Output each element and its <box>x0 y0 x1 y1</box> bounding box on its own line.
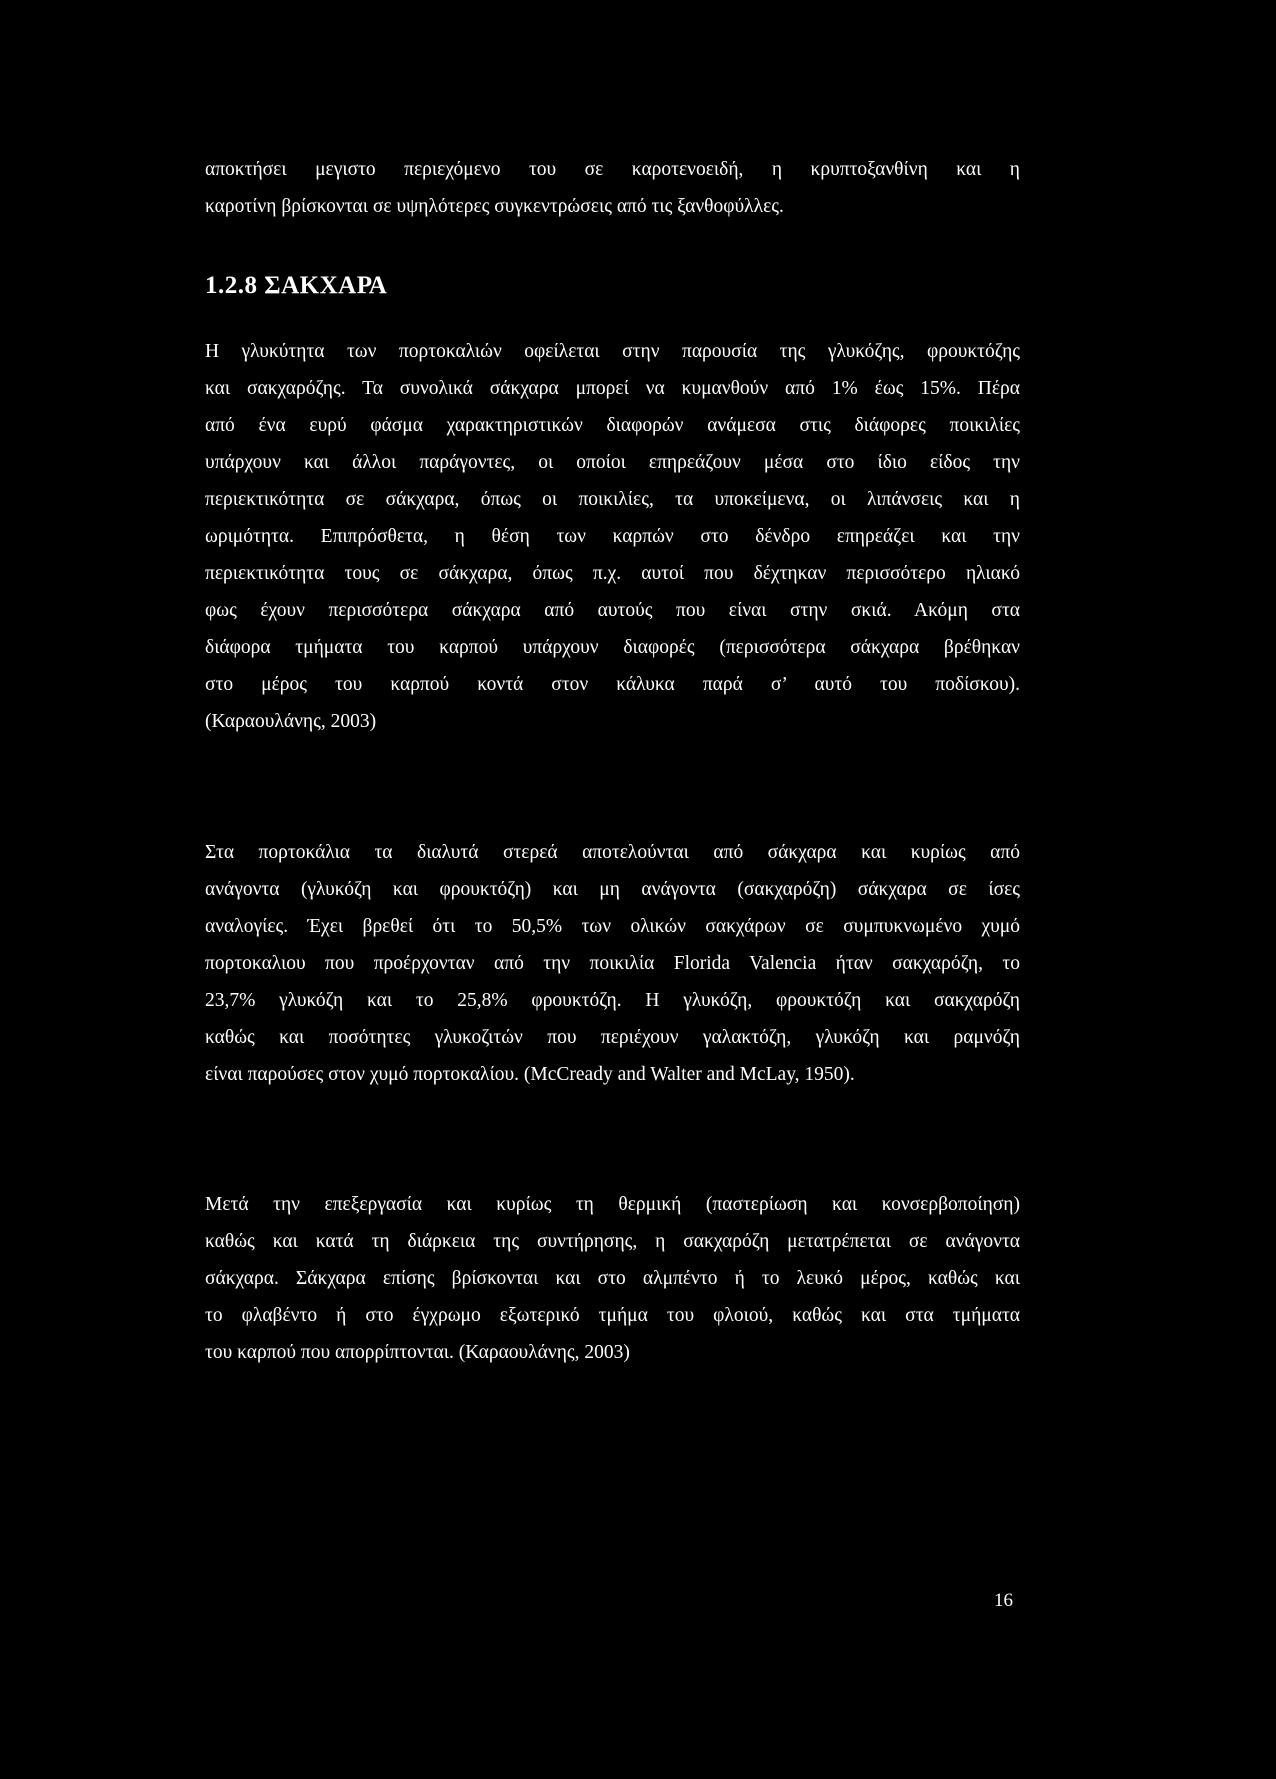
text-line: σάκχαρα. Σάκχαρα επίσης βρίσκονται και στο αλμπέντο ή το λευκό μέρος, καθώς και <box>205 1268 1020 1289</box>
text-line: διάφορα τμήματα του καρπού υπάρχουν διαφορές (περισσότερα σάκχαρα βρέθηκαν <box>205 637 1020 658</box>
text-line: καροτίνη βρίσκονται σε υψηλότερες συγκεντρώσεις από τις ξανθοφύλλες. <box>205 196 784 217</box>
text-line: από ένα ευρύ φάσμα χαρακτηριστικών διαφορών ανάμεσα στις διάφορες ποικιλίες <box>205 415 1020 436</box>
text-line: 23,7% γλυκόζη και το 25,8% φρουκτόζη. Η γλυκόζη, φρουκτόζη και σακχαρόζη <box>205 990 1020 1011</box>
text-line: το φλαβέντο ή στο έγχρωμο εξωτερικό τμήμα του φλοιού, καθώς και στα τμήματα <box>205 1305 1020 1326</box>
text-line: Μετά την επεξεργασία και κυρίως τη θερμική (παστερίωση και κονσερβοποίηση) <box>205 1194 1020 1215</box>
text-line: υπάρχουν και άλλοι παράγοντες, οι οποίοι επηρεάζουν μέσα στο ίδιο είδος την <box>205 452 1020 473</box>
text-line: φως έχουν περισσότερα σάκχαρα από αυτούς που είναι στην σκιά. Ακόμη στα <box>205 600 1020 621</box>
text-line: περιεκτικότητα σε σάκχαρα, όπως οι ποικιλίες, τα υποκείμενα, οι λιπάνσεις και η <box>205 489 1020 510</box>
intro-paragraph <box>205 151 1020 225</box>
text-line: καθώς και ποσότητες γλυκοζιτών που περιέχουν γαλακτόζη, γλυκόζη και ραμνόζη <box>205 1027 1020 1048</box>
text-line: του καρπού που απορρίπτονται. (Καραουλάνης, 2003) <box>205 1342 630 1363</box>
section-heading: 1.2.8 ΣΑΚΧΑΡΑ <box>205 272 388 299</box>
text-line: αποκτήσει μεγιστο περιεχόμενο του σε καροτενοειδή, η κρυπτοξανθίνη και η <box>205 159 1020 180</box>
text-line: (Καραουλάνης, 2003) <box>205 711 377 732</box>
text-line: είναι παρούσες στον χυμό πορτοκαλίου. (McCready and Walter and McLay, 1950). <box>205 1064 855 1085</box>
text-line: περιεκτικότητα τους σε σάκχαρα, όπως π.χ. αυτοί που δέχτηκαν περισσότερο ηλιακό <box>205 563 1020 584</box>
text-line: και σακχαρόζης. Τα συνολικά σάκχαρα μπορεί να κυμανθούν από 1% έως 15%. Πέρα <box>205 378 1020 399</box>
text-line: αναλογίες. Έχει βρεθεί ότι το 50,5% των ολικών σακχάρων σε συμπυκνωμένο χυμό <box>205 916 1020 937</box>
text-line: Η γλυκύτητα των πορτοκαλιών οφείλεται στην παρουσία της γλυκόζης, φρουκτόζης <box>205 341 1020 362</box>
text-line: Στα πορτοκάλια τα διαλυτά στερεά αποτελούνται από σάκχαρα και κυρίως από <box>205 842 1020 863</box>
text-line: πορτοκαλιου που προέρχονταν από την ποικιλία Florida Valencia ήταν σακχαρόζη, το <box>205 953 1020 974</box>
paragraph-processing <box>205 1186 1020 1371</box>
text-line: στο μέρος του καρπού κοντά στον κάλυκα παρά σ’ αυτό του ποδίσκου). <box>205 674 1020 695</box>
page-number: 16 <box>994 1590 1013 1611</box>
text-line: ανάγοντα (γλυκόζη και φρουκτόζη) και μη ανάγοντα (σακχαρόζη) σάκχαρα σε ίσες <box>205 879 1020 900</box>
text-line: ωριμότητα. Επιπρόσθετα, η θέση των καρπών στο δένδρο επηρεάζει και την <box>205 526 1020 547</box>
text-line: καθώς και κατά τη διάρκεια της συντήρησης, η σακχαρόζη μετατρέπεται σε ανάγοντα <box>205 1231 1020 1252</box>
paragraph-sugars-intro <box>205 333 1020 740</box>
paragraph-soluble-solids <box>205 834 1020 1093</box>
